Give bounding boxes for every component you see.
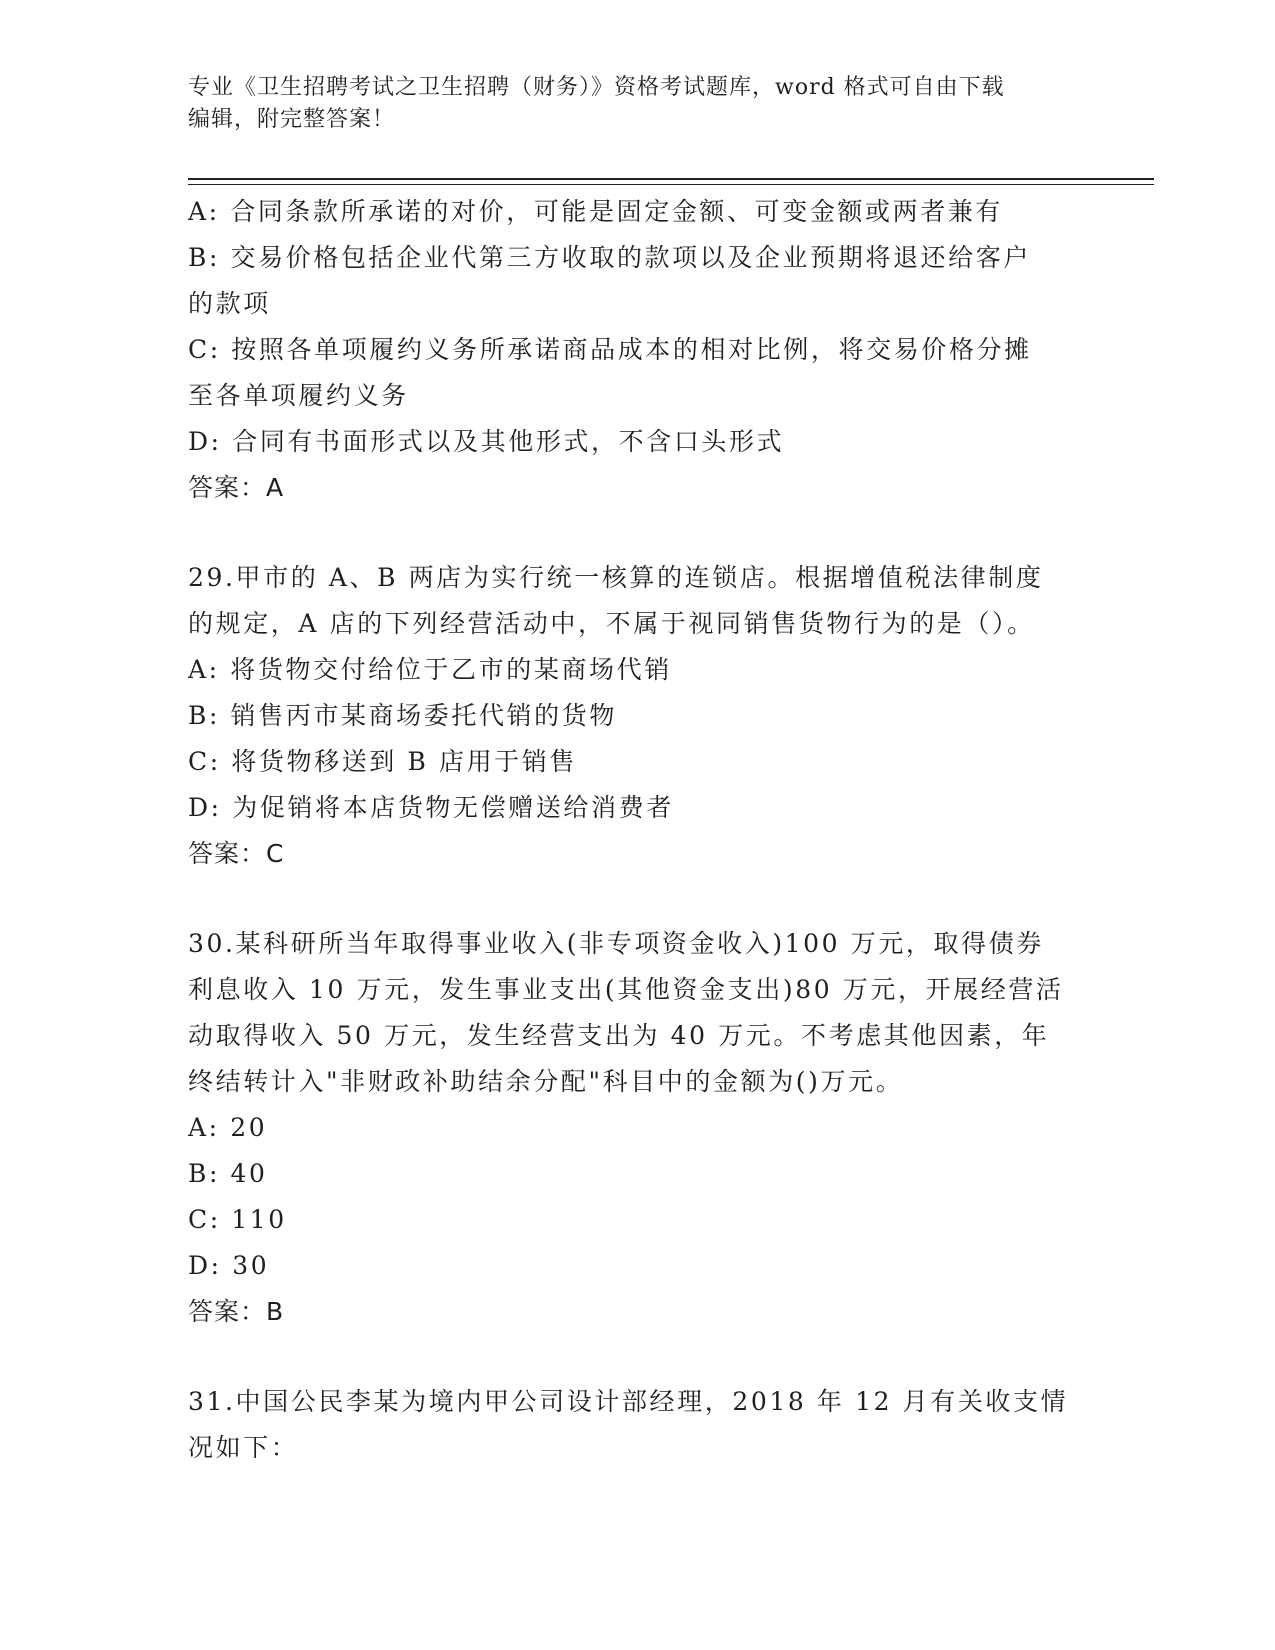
option-d: D: 30 bbox=[188, 1251, 270, 1280]
question-stem: 30.某科研所当年取得事业收入(非专项资金收入)100 万元，取得债券 bbox=[188, 929, 1044, 958]
header-divider-thin bbox=[188, 184, 1154, 185]
option-a: A: 20 bbox=[188, 1113, 268, 1142]
answer-label: 答案：B bbox=[188, 1297, 285, 1326]
question-stem: 29.甲市的 A、B 两店为实行统一核算的连锁店。根据增值税法律制度 bbox=[188, 563, 1044, 592]
option-d: D: 合同有书面形式以及其他形式，不含口头形式 bbox=[188, 427, 785, 456]
option-b: B: 销售丙市某商场委托代销的货物 bbox=[188, 701, 617, 730]
question-stem-continued: 的规定，A 店的下列经营活动中，不属于视同销售货物行为的是（）。 bbox=[188, 609, 1035, 638]
question-stem-continued: 动取得收入 50 万元，发生经营支出为 40 万元。不考虑其他因素，年 bbox=[188, 1021, 1050, 1050]
header-divider-thick bbox=[188, 178, 1154, 180]
question-stem-continued: 况如下： bbox=[188, 1433, 299, 1462]
question-30-block bbox=[188, 921, 1088, 1335]
option-d: D: 为促销将本店货物无偿赠送给消费者 bbox=[188, 793, 674, 822]
answer-label: 答案：A bbox=[188, 473, 285, 502]
option-c: C: 将货物移送到 B 店用于销售 bbox=[188, 747, 577, 776]
question-28-block bbox=[188, 189, 1088, 511]
option-c-continued: 至各单项履约义务 bbox=[188, 381, 409, 410]
header-line-2: 编辑，附完整答案！ bbox=[188, 107, 396, 132]
option-c: C: 按照各单项履约义务所承诺商品成本的相对比例，将交易价格分摊 bbox=[188, 335, 1032, 364]
option-b: B: 40 bbox=[188, 1159, 268, 1188]
question-29-block bbox=[188, 555, 1088, 877]
question-stem-continued: 终结转计入"非财政补助结余分配"科目中的金额为()万元。 bbox=[188, 1067, 904, 1096]
option-a: A: 合同条款所承诺的对价，可能是固定金额、可变金额或两者兼有 bbox=[188, 197, 1004, 226]
question-stem: 31.中国公民李某为境内甲公司设计部经理，2018 年 12 月有关收支情 bbox=[188, 1387, 1069, 1416]
question-31-block bbox=[188, 1379, 1088, 1471]
option-a: A: 将货物交付给位于乙市的某商场代销 bbox=[188, 655, 672, 684]
option-c: C: 110 bbox=[188, 1205, 287, 1234]
option-b: B: 交易价格包括企业代第三方收取的款项以及企业预期将退还给客户 bbox=[188, 243, 1031, 272]
answer-label: 答案：C bbox=[188, 839, 285, 868]
question-stem-continued: 利息收入 10 万元，发生事业支出(其他资金支出)80 万元，开展经营活 bbox=[188, 975, 1064, 1004]
spacer bbox=[188, 511, 1088, 555]
option-b-continued: 的款项 bbox=[188, 289, 271, 318]
question-content bbox=[188, 189, 1088, 1471]
header-line-1: 专业《卫生招聘考试之卫生招聘（财务）》资格考试题库，word 格式可自由下载 bbox=[188, 75, 1005, 100]
spacer bbox=[188, 1335, 1088, 1379]
spacer bbox=[188, 877, 1088, 921]
document-header bbox=[188, 72, 1088, 136]
